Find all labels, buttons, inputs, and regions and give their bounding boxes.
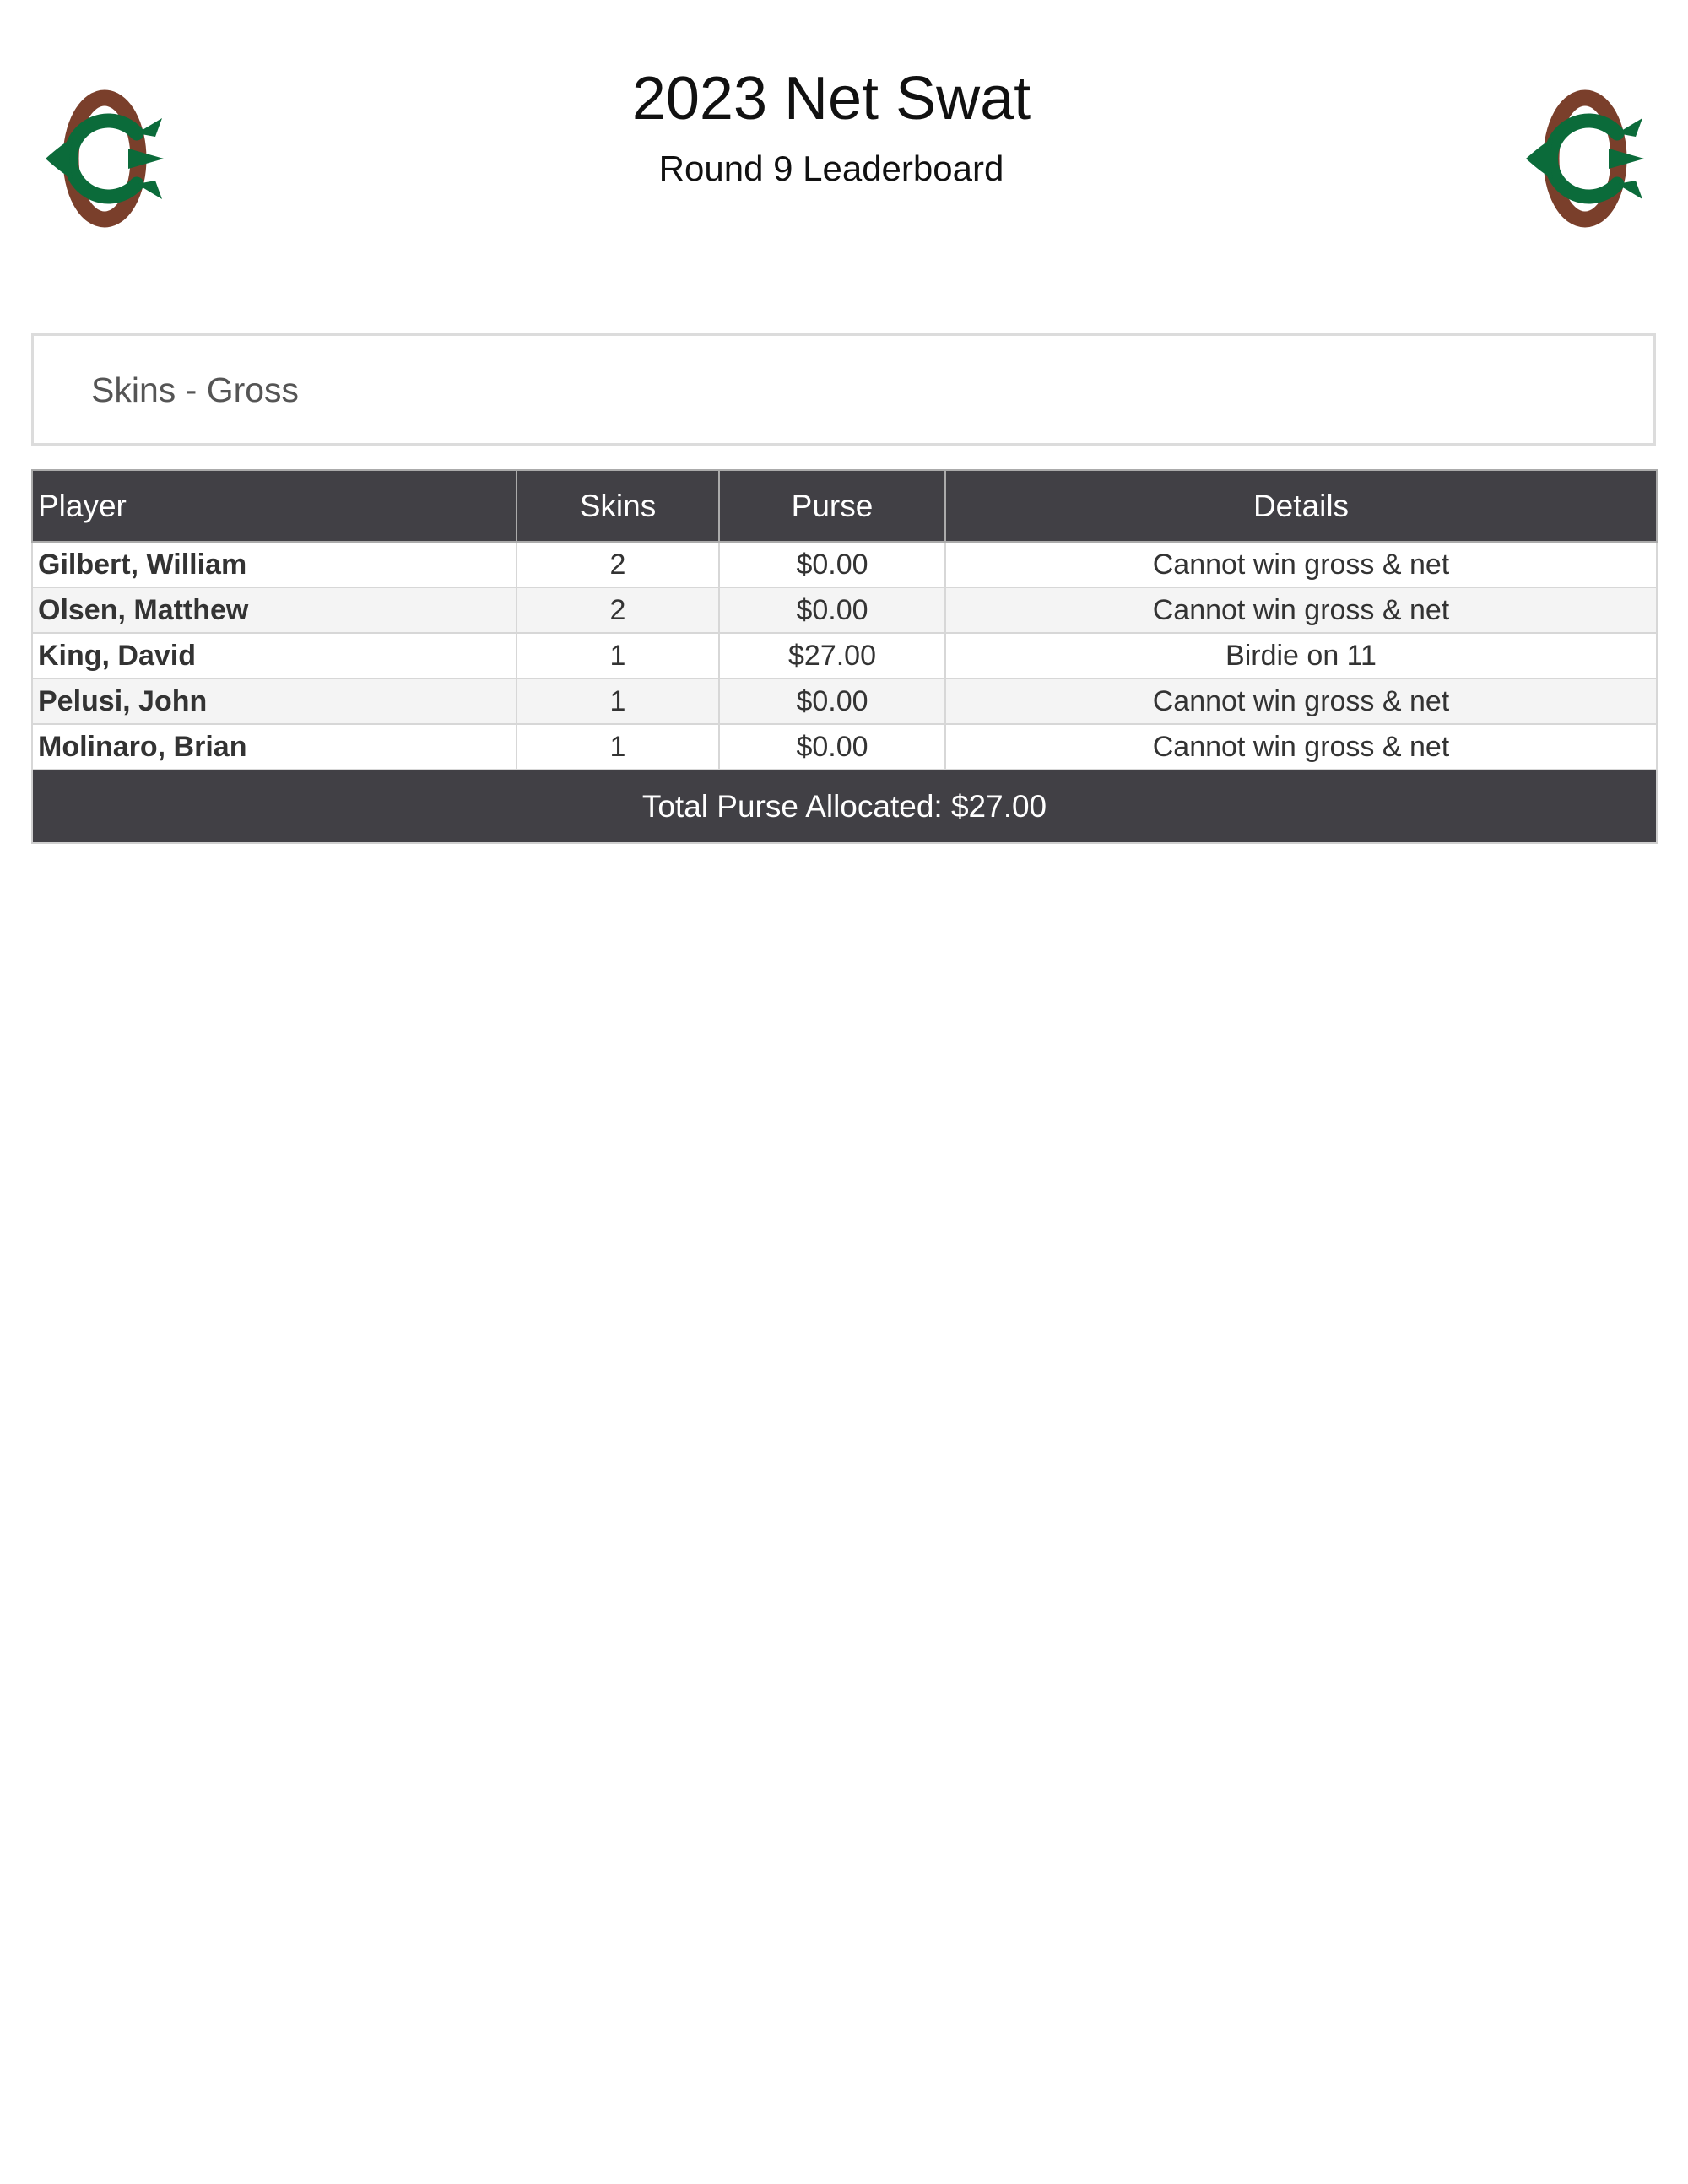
player-name-cell: Pelusi, John (32, 678, 517, 724)
player-name-cell: Gilbert, William (32, 542, 517, 587)
table-row (32, 633, 1657, 678)
details-cell: Cannot win gross & net (945, 724, 1657, 770)
table-row (32, 678, 1657, 724)
section-title: Skins - Gross (91, 370, 300, 409)
column-header-purse[interactable]: Purse (719, 470, 945, 542)
section-header (31, 333, 1656, 446)
details-cell: Cannot win gross & net (945, 678, 1657, 724)
table-footer-row (32, 770, 1657, 843)
skins-cell: 1 (517, 724, 719, 770)
skins-cell: 1 (517, 633, 719, 678)
purse-cell: $0.00 (719, 542, 945, 587)
leaderboard-table (31, 469, 1658, 844)
skins-cell: 2 (517, 542, 719, 587)
page-subtitle: Round 9 Leaderboard (658, 149, 1004, 188)
skins-cell: 2 (517, 587, 719, 633)
table-row (32, 724, 1657, 770)
total-purse-summary: Total Purse Allocated: $27.00 (32, 770, 1657, 843)
column-header-player[interactable]: Player (32, 470, 517, 542)
player-name-cell: King, David (32, 633, 517, 678)
purse-cell: $27.00 (719, 633, 945, 678)
skins-cell: 1 (517, 678, 719, 724)
purse-cell: $0.00 (719, 724, 945, 770)
player-name-cell: Olsen, Matthew (32, 587, 517, 633)
purse-cell: $0.00 (719, 587, 945, 633)
table-header-row (32, 470, 1657, 542)
table-row (32, 542, 1657, 587)
details-cell: Birdie on 11 (945, 633, 1657, 678)
details-cell: Cannot win gross & net (945, 542, 1657, 587)
page-title: 2023 Net Swat (631, 65, 1031, 132)
details-cell: Cannot win gross & net (945, 587, 1657, 633)
purse-cell: $0.00 (719, 678, 945, 724)
table-row (32, 587, 1657, 633)
column-header-details[interactable]: Details (945, 470, 1657, 542)
column-header-skins[interactable]: Skins (517, 470, 719, 542)
player-name-cell: Molinaro, Brian (32, 724, 517, 770)
